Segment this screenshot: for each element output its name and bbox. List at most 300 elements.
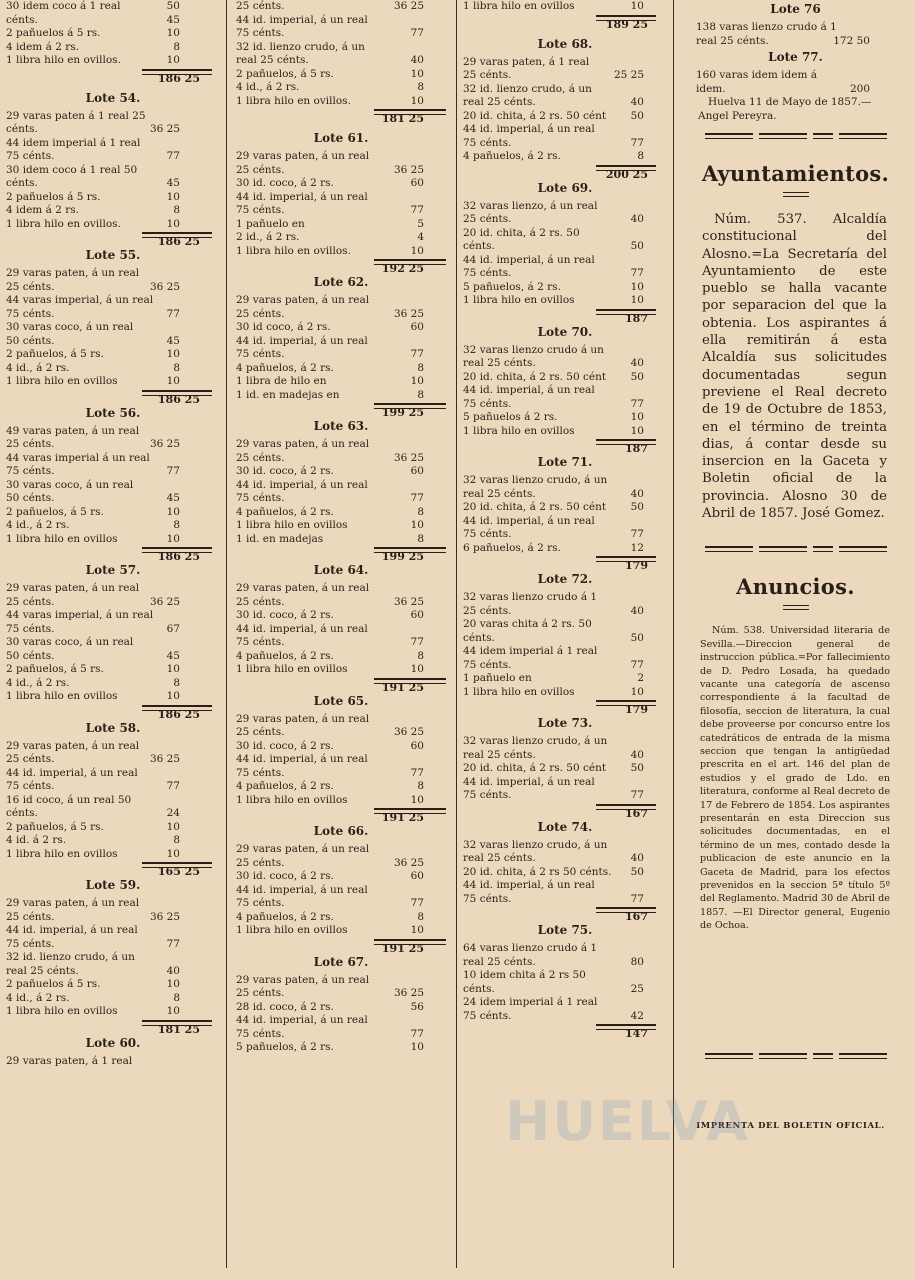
item-amount: 45 bbox=[166, 334, 180, 347]
item-row bbox=[0, 177, 226, 191]
lote-heading: Lote 58. bbox=[85, 720, 141, 735]
item-amount: 36 25 bbox=[149, 280, 180, 293]
item-text: 64 varas lienzo crudo á 1 bbox=[463, 942, 598, 954]
item-amount: 56 bbox=[410, 1000, 424, 1013]
column-rule-3 bbox=[673, 0, 674, 1268]
item-text: 75 cénts. bbox=[463, 528, 512, 540]
item-row bbox=[228, 27, 454, 41]
item-row bbox=[228, 0, 454, 14]
item-text: real 25 cénts. bbox=[696, 34, 769, 47]
item-text: 1 libra hilo en ovillos bbox=[236, 793, 348, 806]
lote-total-row bbox=[458, 164, 672, 179]
item-text: 1 libra hilo en ovillos bbox=[463, 424, 575, 437]
item-amount: 50 bbox=[630, 370, 644, 383]
item-row bbox=[0, 1055, 226, 1069]
item-row bbox=[0, 506, 226, 520]
item-text: 5 pañuelos, á 2 rs. bbox=[463, 280, 561, 293]
item-row bbox=[0, 335, 226, 349]
item-row bbox=[228, 54, 454, 68]
item-amount: 77 bbox=[630, 267, 644, 279]
item-text: real 25 cénts. bbox=[463, 955, 536, 968]
item-text: 1 libra hilo en ovillos. bbox=[236, 244, 351, 257]
item-text: 44 varas imperial, á un real bbox=[6, 609, 154, 621]
ornament-rule bbox=[676, 546, 915, 552]
item-amount: 10 bbox=[166, 505, 180, 518]
item-amount: 10 bbox=[166, 978, 180, 990]
item-row bbox=[228, 794, 454, 808]
item-amount: 10 bbox=[166, 27, 180, 39]
item-row bbox=[228, 14, 454, 28]
item-row bbox=[0, 218, 226, 232]
item-amount: 10 bbox=[410, 1041, 424, 1053]
item-row bbox=[228, 191, 454, 205]
item-text: 20 id. chita, á 2 rs 50 cénts. bbox=[463, 865, 612, 878]
item-row bbox=[458, 488, 672, 502]
lote-total-row bbox=[458, 699, 672, 714]
item-row bbox=[0, 938, 226, 952]
item-row bbox=[228, 663, 454, 677]
item-row bbox=[228, 362, 454, 376]
item-text: 25 cénts. bbox=[6, 280, 55, 293]
item-row bbox=[458, 632, 672, 646]
item-row bbox=[0, 321, 226, 335]
item-amount: 60 bbox=[410, 177, 424, 189]
lote-total-row bbox=[458, 438, 672, 453]
item-amount: 10 bbox=[410, 924, 424, 936]
item-row bbox=[0, 780, 226, 794]
item-text: 30 id. coco, á 2 rs. bbox=[236, 465, 334, 477]
item-amount: 50 bbox=[630, 240, 644, 252]
item-row bbox=[458, 776, 672, 790]
item-text: 4 id., á 2 rs. bbox=[6, 991, 70, 1004]
item-row bbox=[228, 1001, 454, 1015]
item-row bbox=[228, 465, 454, 479]
item-amount: 60 bbox=[410, 870, 424, 882]
item-row bbox=[0, 794, 226, 808]
lote-heading: Lote 57. bbox=[85, 563, 141, 577]
item-text: 20 id. chita, á 2 rs. 50 cént bbox=[463, 501, 607, 513]
item-text: 1 libra hilo en ovillos. bbox=[236, 94, 351, 107]
item-amount: 10 bbox=[166, 847, 180, 860]
item-row bbox=[228, 1041, 454, 1055]
item-amount: 50 bbox=[630, 865, 644, 878]
item-row bbox=[0, 150, 226, 164]
item-text: 44 id. imperial, á un real bbox=[463, 253, 595, 266]
item-row bbox=[228, 177, 454, 191]
item-row bbox=[228, 321, 454, 335]
item-row bbox=[0, 821, 226, 835]
item-text: 1 libra de hilo en bbox=[236, 375, 327, 387]
item-amount: 45 bbox=[166, 492, 180, 504]
item-row bbox=[0, 54, 226, 68]
item-row bbox=[458, 893, 672, 907]
lote-total: 200 25 bbox=[605, 167, 648, 181]
item-text: 75 cénts. bbox=[463, 397, 512, 410]
item-amount: 50 bbox=[630, 762, 644, 774]
item-text: 44 id. imperial, á un real bbox=[236, 478, 368, 491]
item-row bbox=[0, 479, 226, 493]
lote-total: 191 25 bbox=[381, 941, 424, 955]
item-text: cénts. bbox=[6, 177, 38, 189]
item-text: 1 libra hilo en ovillos bbox=[463, 294, 575, 306]
item-text: 24 idem imperial á 1 real bbox=[463, 996, 598, 1008]
item-row bbox=[0, 807, 226, 821]
item-amount: 50 bbox=[166, 0, 180, 12]
item-amount: 40 bbox=[166, 964, 180, 977]
item-row bbox=[228, 1028, 454, 1042]
item-text: 32 varas lienzo crudo, á un bbox=[463, 735, 608, 747]
item-text: 1 pañuelo en bbox=[236, 217, 305, 230]
item-row bbox=[228, 95, 454, 109]
item-text: 44 id. imperial, á un real bbox=[236, 334, 368, 347]
item-row bbox=[0, 911, 226, 925]
item-text: 30 id coco, á 2 rs. bbox=[236, 321, 331, 333]
item-row bbox=[676, 21, 915, 35]
item-amount: 10 bbox=[166, 690, 180, 702]
item-text: 44 id. imperial, á un real bbox=[236, 753, 368, 765]
item-row bbox=[458, 56, 672, 70]
lote-heading: Lote 74. bbox=[537, 819, 593, 834]
item-text: 30 id. coco, á 2 rs. bbox=[236, 609, 334, 621]
item-text: 4 pañuelos, á 2 rs. bbox=[236, 910, 334, 923]
item-row bbox=[458, 542, 672, 556]
item-text: 29 varas paten á 1 real 25 bbox=[6, 109, 146, 122]
item-row bbox=[228, 164, 454, 178]
item-text: 29 varas paten, á un real bbox=[236, 712, 370, 725]
lote-heading: Lote 61. bbox=[313, 131, 369, 145]
item-amount: 4 bbox=[417, 231, 424, 243]
item-amount: 8 bbox=[173, 676, 180, 689]
item-text: 32 id. lienzo crudo, á un bbox=[236, 40, 365, 53]
item-text: 44 id. imperial, á un real bbox=[236, 13, 368, 26]
item-row bbox=[458, 956, 672, 970]
item-amount: 10 bbox=[166, 375, 180, 387]
item-text: 25 cénts. bbox=[6, 910, 55, 923]
column-rule-1 bbox=[226, 0, 227, 1268]
item-text: 4 pañuelos, á 2 rs. bbox=[463, 150, 561, 162]
item-amount: 50 bbox=[630, 109, 644, 122]
lote-total: 167 bbox=[625, 806, 648, 820]
lote-total: 186 25 bbox=[157, 392, 200, 406]
lote-total: 191 25 bbox=[381, 811, 424, 824]
item-row bbox=[0, 281, 226, 295]
item-amount: 77 bbox=[630, 528, 644, 540]
item-text: 75 cénts. bbox=[6, 465, 55, 477]
item-row bbox=[228, 911, 454, 925]
item-text: 75 cénts. bbox=[463, 136, 512, 149]
item-amount: 77 bbox=[410, 348, 424, 360]
item-row bbox=[0, 965, 226, 979]
item-row bbox=[458, 357, 672, 371]
lote-total-row bbox=[228, 402, 454, 417]
item-text: 4 id., á 2 rs. bbox=[6, 361, 70, 374]
heading-rule bbox=[783, 605, 809, 610]
item-row bbox=[0, 375, 226, 389]
lote-heading: Lote 64. bbox=[313, 563, 369, 577]
item-amount: 40 bbox=[630, 748, 644, 761]
item-amount: 10 bbox=[630, 424, 644, 437]
item-amount: 60 bbox=[410, 465, 424, 477]
lote-total-row bbox=[458, 555, 672, 570]
item-amount: 8 bbox=[417, 532, 424, 545]
item-amount: 40 bbox=[630, 487, 644, 500]
lote-total-row bbox=[0, 231, 226, 246]
item-row bbox=[458, 852, 672, 866]
item-text: 6 pañuelos, á 2 rs. bbox=[463, 541, 561, 554]
item-row bbox=[0, 623, 226, 637]
item-text: 20 id. chita, á 2 rs. 50 cént bbox=[463, 109, 607, 122]
item-amount: 10 bbox=[410, 94, 424, 107]
item-amount: 8 bbox=[173, 361, 180, 374]
item-text: idem. bbox=[696, 82, 726, 95]
lote-total-row bbox=[0, 704, 226, 719]
item-amount: 10 bbox=[166, 1005, 180, 1017]
item-row bbox=[458, 605, 672, 619]
item-row bbox=[0, 650, 226, 664]
item-text: 29 varas paten, á un real bbox=[236, 973, 370, 986]
item-row bbox=[458, 789, 672, 803]
item-text: 1 libra hilo en ovillos bbox=[6, 375, 118, 387]
item-row bbox=[228, 335, 454, 349]
item-row bbox=[458, 227, 672, 241]
item-row bbox=[0, 582, 226, 596]
item-text: 75 cénts. bbox=[463, 1009, 512, 1022]
item-row bbox=[458, 213, 672, 227]
item-text: 25 cénts. bbox=[236, 163, 285, 176]
item-row bbox=[228, 870, 454, 884]
column-4-lotes bbox=[676, 2, 915, 96]
item-row bbox=[228, 609, 454, 623]
item-text: 30 varas coco, á un real bbox=[6, 636, 134, 648]
lote-total: 186 25 bbox=[157, 235, 200, 248]
item-text: 44 idem imperial á 1 real bbox=[463, 645, 598, 657]
item-text: 30 id. coco, á 2 rs. bbox=[236, 739, 334, 752]
item-amount: 77 bbox=[410, 204, 424, 216]
lote-heading: Lote 73. bbox=[537, 716, 593, 730]
item-text: 1 libra hilo en ovillos bbox=[236, 663, 348, 675]
item-text: 44 id. imperial, á un real bbox=[463, 123, 595, 135]
item-text: 30 idem coco á 1 real bbox=[6, 0, 121, 12]
item-amount: 10 bbox=[166, 54, 180, 66]
item-row bbox=[228, 974, 454, 988]
item-amount: 77 bbox=[630, 892, 644, 905]
item-text: 75 cénts. bbox=[236, 492, 285, 504]
item-row bbox=[0, 294, 226, 308]
item-row bbox=[458, 150, 672, 164]
item-row bbox=[458, 983, 672, 997]
item-text: 29 varas paten, á 1 real bbox=[6, 1054, 133, 1067]
item-amount: 77 bbox=[410, 897, 424, 909]
item-text: 30 id. coco, á 2 rs. bbox=[236, 870, 334, 882]
item-text: 1 pañuelo en bbox=[463, 672, 532, 684]
lote-heading: Lote 67. bbox=[313, 954, 369, 969]
lote-total: 147 bbox=[625, 1027, 648, 1040]
item-row bbox=[228, 740, 454, 754]
item-text: 32 varas lienzo crudo, á un bbox=[463, 474, 608, 486]
item-text: 29 varas paten, á un real bbox=[6, 897, 140, 909]
item-text: 138 varas lienzo crudo á 1 bbox=[696, 21, 837, 33]
item-amount: 77 bbox=[166, 937, 180, 950]
item-text: 75 cénts. bbox=[6, 780, 55, 792]
item-text: real 25 cénts. bbox=[236, 54, 309, 66]
lote-total: 189 25 bbox=[605, 17, 648, 31]
item-text: 29 varas paten, á un real bbox=[236, 582, 370, 594]
item-row bbox=[0, 1005, 226, 1019]
item-text: 25 cénts. bbox=[236, 451, 285, 464]
lote-heading: Lote 77. bbox=[768, 50, 823, 64]
item-text: 2 pañuelos, á 5 rs. bbox=[6, 348, 104, 360]
item-row bbox=[228, 767, 454, 781]
item-amount: 50 bbox=[630, 631, 644, 644]
item-row bbox=[228, 245, 454, 259]
item-text: 2 pañuelos, á 5 rs. bbox=[6, 505, 104, 518]
item-text: 1 libra hilo en ovillos bbox=[6, 690, 118, 702]
item-amount: 8 bbox=[173, 40, 180, 53]
item-amount: 60 bbox=[410, 321, 424, 333]
item-amount: 40 bbox=[630, 852, 644, 864]
item-row bbox=[0, 978, 226, 992]
lote-heading: Lote 70. bbox=[537, 324, 593, 339]
item-text: 1 libra hilo en ovillos bbox=[6, 1005, 118, 1017]
item-row bbox=[228, 308, 454, 322]
item-row bbox=[228, 596, 454, 610]
item-row bbox=[228, 987, 454, 1001]
item-row bbox=[458, 686, 672, 700]
lote-total-row bbox=[228, 677, 454, 692]
lote-heading: Lote 66. bbox=[313, 824, 369, 838]
item-amount: 77 bbox=[410, 766, 424, 779]
item-text: 20 varas chita á 2 rs. 50 bbox=[463, 618, 592, 630]
item-text: 75 cénts. bbox=[463, 658, 512, 671]
item-amount: 36 25 bbox=[393, 163, 424, 176]
item-text: 25 cénts. bbox=[463, 604, 512, 617]
item-row bbox=[228, 294, 454, 308]
item-row bbox=[458, 83, 672, 97]
item-text: 20 id. chita, á 2 rs. 50 cént bbox=[463, 370, 607, 383]
lote-total: 165 25 bbox=[157, 865, 200, 878]
lote-total-row bbox=[228, 546, 454, 561]
item-row bbox=[0, 848, 226, 862]
item-row bbox=[0, 267, 226, 281]
item-text: cénts. bbox=[463, 631, 495, 644]
item-text: 44 varas imperial á un real bbox=[6, 451, 150, 464]
item-text: 49 varas paten, á un real bbox=[6, 424, 140, 437]
item-row bbox=[0, 465, 226, 479]
heading-rule bbox=[783, 192, 809, 197]
item-amount: 36 25 bbox=[393, 987, 424, 999]
item-text: 75 cénts. bbox=[6, 307, 55, 320]
lote-total-row bbox=[0, 389, 226, 404]
item-amount: 67 bbox=[166, 622, 180, 635]
item-text: 44 id. imperial, á un real bbox=[236, 190, 368, 203]
ayuntamientos-heading: Ayuntamientos. bbox=[701, 161, 890, 186]
item-amount: 45 bbox=[166, 13, 180, 26]
item-amount: 45 bbox=[166, 649, 180, 662]
item-text: 4 id., á 2 rs. bbox=[6, 676, 70, 689]
item-amount: 10 bbox=[410, 67, 424, 80]
item-amount: 8 bbox=[173, 834, 180, 846]
item-row bbox=[228, 897, 454, 911]
item-amount: 10 bbox=[166, 190, 180, 203]
item-text: 29 varas paten, á un real bbox=[6, 267, 140, 279]
item-text: 1 libra hilo en ovillos bbox=[6, 847, 118, 860]
item-row bbox=[228, 231, 454, 245]
item-row bbox=[0, 663, 226, 677]
item-amount: 36 25 bbox=[149, 595, 180, 608]
lote-total-row bbox=[458, 1023, 672, 1038]
item-row bbox=[228, 389, 454, 403]
lote-heading: Lote 56. bbox=[85, 405, 141, 420]
item-text: 44 id. imperial, á un real bbox=[6, 766, 138, 779]
item-row bbox=[228, 623, 454, 637]
item-row bbox=[458, 879, 672, 893]
item-text: 32 varas lienzo, á un real bbox=[463, 199, 598, 212]
lote-heading: Lote 69. bbox=[537, 180, 593, 195]
item-row bbox=[458, 1010, 672, 1024]
item-text: 75 cénts. bbox=[236, 636, 285, 648]
item-row bbox=[458, 474, 672, 488]
item-text: real 25 cénts. bbox=[463, 748, 536, 761]
item-row bbox=[0, 609, 226, 623]
item-row bbox=[228, 506, 454, 520]
item-row bbox=[458, 866, 672, 880]
item-text: 29 varas paten, á un real bbox=[236, 438, 370, 450]
item-row bbox=[228, 519, 454, 533]
item-amount: 36 25 bbox=[149, 123, 180, 135]
lote-total-row bbox=[458, 308, 672, 323]
item-row bbox=[0, 308, 226, 322]
lote-total: 186 25 bbox=[157, 707, 200, 721]
item-row bbox=[0, 636, 226, 650]
item-amount: 42 bbox=[630, 1009, 644, 1022]
item-amount: 8 bbox=[417, 505, 424, 518]
item-amount: 10 bbox=[630, 280, 644, 293]
ornament-rule bbox=[676, 133, 915, 139]
item-row bbox=[458, 672, 672, 686]
item-row bbox=[676, 69, 915, 83]
item-text: 75 cénts. bbox=[6, 622, 55, 635]
item-amount: 8 bbox=[637, 150, 644, 162]
item-text: cénts. bbox=[463, 982, 495, 995]
watermark: HUELVA bbox=[505, 1090, 750, 1153]
lote-total: 187 bbox=[625, 442, 648, 455]
item-amount: 10 bbox=[630, 411, 644, 423]
item-row bbox=[228, 81, 454, 95]
item-row bbox=[458, 137, 672, 151]
item-row bbox=[228, 650, 454, 664]
item-text: 20 id. chita, á 2 rs. 50 cént bbox=[463, 762, 607, 774]
item-text: 4 pañuelos, á 2 rs. bbox=[236, 361, 334, 374]
lote-total: 179 bbox=[625, 703, 648, 716]
item-amount: 36 25 bbox=[149, 910, 180, 923]
item-text: 44 id. imperial, á un real bbox=[6, 924, 138, 936]
item-amount: 77 bbox=[166, 150, 180, 162]
item-row bbox=[458, 528, 672, 542]
item-text: 2 pañuelos á 5 rs. bbox=[6, 190, 101, 203]
item-text: 75 cénts. bbox=[463, 789, 512, 801]
lote-total: 179 bbox=[625, 559, 648, 572]
item-amount: 10 bbox=[166, 532, 180, 545]
item-text: 44 id. imperial, á un real bbox=[463, 384, 595, 396]
item-text: 30 idem coco á 1 real 50 bbox=[6, 163, 138, 176]
item-amount: 8 bbox=[417, 81, 424, 93]
lote-heading: Lote 75. bbox=[537, 923, 593, 937]
item-row bbox=[458, 200, 672, 214]
item-row bbox=[0, 834, 226, 848]
lote-total: 181 25 bbox=[157, 1022, 200, 1036]
item-amount: 60 bbox=[410, 739, 424, 752]
item-amount: 77 bbox=[410, 492, 424, 504]
